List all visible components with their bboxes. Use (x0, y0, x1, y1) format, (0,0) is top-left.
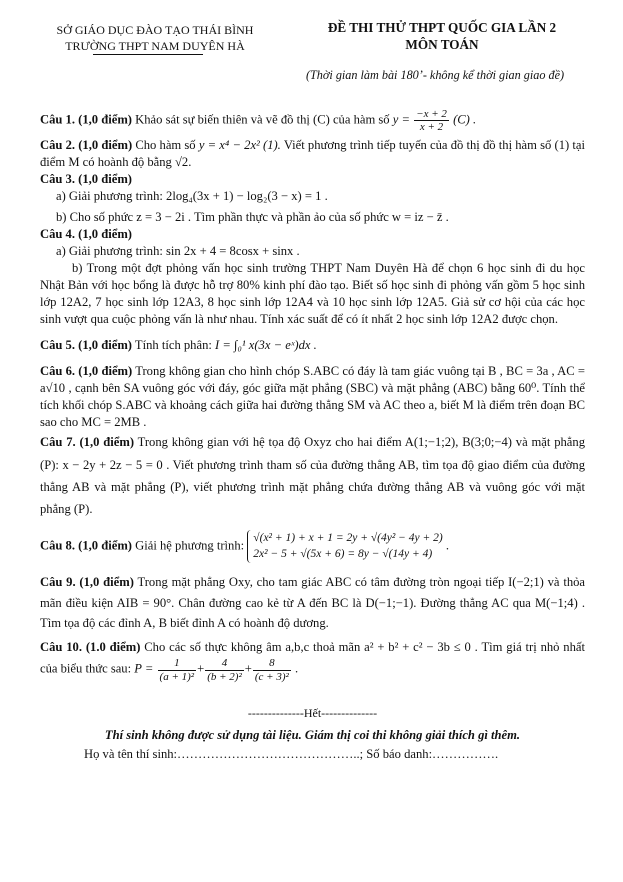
time-note: (Thời gian làm bài 180’- không kể thời gian giao đề) (305, 68, 565, 82)
question-3 (40, 171, 585, 188)
formula: y = (392, 112, 411, 127)
question-8 (40, 530, 585, 563)
fraction-numerator: 8 (253, 657, 291, 670)
question-label: Câu 1. (1,0 điểm) (40, 112, 132, 127)
question-4 (40, 226, 585, 243)
school-name: TRƯỜNG THPT NAM DUYÊN HÀ (65, 39, 245, 54)
questions (40, 108, 585, 763)
question-7 (40, 431, 585, 521)
question-label: Câu 4. (1,0 điểm) (40, 227, 132, 242)
question-text: Trong mặt phẳng Oxy, cho tam giác ABC có tâm đường tròn ngoại tiếp I(−2;1) và thỏa mãn điều kiện AIB = 90°. Chân đường cao kẻ từ A đến BC là D(−1;−1). Đường thẳng AC qua M(−1;4) . Tìm tọa độ các đỉnh A, B biết đỉnh A có hoành độ dương. (40, 575, 585, 630)
formula-tail: . (294, 661, 299, 676)
department-name: SỞ GIÁO DỤC ĐÀO TẠO THÁI BÌNH (56, 23, 254, 37)
fraction-1 (158, 657, 197, 682)
fraction-denominator: (c + 3)² (254, 670, 289, 683)
question-label: Câu 3. (1,0 điểm) (40, 172, 132, 187)
question-label: Câu 6. (1,0 điểm) (40, 364, 133, 379)
question-text: Trong không gian với hệ tọa độ Oxyz cho hai điểm A(1;−1;2), B(3;0;−4) và mặt phẳng (P): x − 2y + 2z − 5 = 0 . Viết phương trình tham số của đường thẳng AB, tìm tọa độ giao điểm của đường thẳng AB và mặt phẳng (P), viết phương trình mặt phẳng chứa đường thẳng AB và vuông góc với mặt phẳng (P). (40, 435, 585, 517)
question-text: Khảo sát sự biến thiên và vẽ đồ thị (C) của hàm số (135, 112, 390, 127)
question-label: Câu 9. (1,0 điểm) (40, 575, 134, 590)
fraction-numerator: 1 (158, 657, 197, 670)
end-marker: --------------Hết-------------- (247, 705, 378, 720)
fraction-2 (205, 657, 244, 682)
header-right (292, 20, 592, 53)
question-10: Câu 10. (1.0 điểm) Cho các số thực không âm a,b,c thoả mãn a² + b² + c² − 3b ≤ 0 . Tìm giá trị nhỏ nhất của biểu thức sau: P = $\frac{1}{\text{(a + 1)²}}$ + $\frac{4}{\text{(b + 2)²}}$ + $\frac{8}{\text{(c + 3)²}}$ . (40, 640, 585, 683)
question-3b: b) Cho số phức z = 3 − 2i . Tìm phần thực và phần ảo của số phức w = iz − z̄ . (56, 210, 449, 225)
candidate-name-line: Họ và tên thí sinh:……………………………………..; Số báo danh:……………. (84, 746, 499, 761)
fraction (414, 108, 449, 133)
exam-note: Thí sinh không được sử dụng tài liệu. Giám thị coi thi không giải thích gì thêm. (104, 727, 521, 742)
fraction-numerator: −x + 2 (416, 108, 447, 120)
question-text: Cho hàm số (135, 138, 196, 153)
formula: y = x⁴ − 2x² (1). (198, 138, 281, 153)
question-label: Câu 7. (1,0 điểm) (40, 435, 135, 450)
question-4a: a) Giải phương trình: sin 2x + 4 = 8cosx + sinx . (56, 244, 300, 259)
question-label: Câu 10. (1.0 điểm) (40, 640, 141, 655)
subject-title: MÔN TOÁN (405, 36, 479, 52)
question-text: Giải hệ phương trình: (135, 538, 245, 553)
exam-title: ĐỀ THI THỬ THPT QUỐC GIA LẦN 2 (327, 20, 557, 35)
formula-tail: . (445, 538, 450, 553)
question-9 (40, 572, 585, 633)
equation-system (247, 530, 442, 563)
question-1 (40, 108, 585, 133)
fraction-3 (253, 657, 291, 682)
fraction-denominator: (a + 1)² (159, 670, 195, 683)
question-text: Cho các số thực không âm a,b,c thoả mãn a² + b² + c² − 3b ≤ 0 . Tìm giá trị nhỏ nhất của biểu thức sau: (40, 640, 585, 676)
formula-tail: (C) . (453, 112, 477, 127)
formula: P = (134, 661, 154, 676)
header-left (40, 22, 270, 54)
question-label: Câu 5. (1,0 điểm) (40, 338, 132, 353)
fraction-denominator: (b + 2)² (207, 670, 242, 683)
question-3a: a) Giải phương trình: 2log₄(3x + 1) − log₂(3 − x) = 1 . (56, 189, 328, 204)
question-2 (40, 137, 585, 171)
question-text: Tính tích phân: (134, 338, 212, 353)
fraction-numerator: 4 (205, 657, 244, 670)
integral-formula: I = ∫₀¹ x(3x − eˣ)dx . (215, 338, 317, 353)
question-text-2: Viết phương trình tiếp tuyến của đồ thị đồ thị hàm số (1) tại điểm M có hoành độ bằng √2. (40, 138, 585, 170)
equation-1: √(x² + 1) + x + 1 = 2y + √(4y² − 4y + 2) (253, 531, 443, 544)
equation-2: 2x² − 5 + √(5x + 6) = 8y − √(14y + 4) (253, 548, 433, 561)
question-label: Câu 2. (1,0 điểm) (40, 138, 133, 153)
question-6 (40, 363, 585, 431)
question-4b: b) Trong một đợt phỏng vấn học sinh trường THPT Nam Duyên Hà để chọn 6 học sinh đi du học Nhật Bản với học bổng là được hỗ trợ 80% kinh phí đào tạo. Biết số học sinh đi phỏng vấn gồm 5 học sinh lớp 12A2, 7 học sinh lớp 12A3, 8 học sinh lớp 12A4 và 10 học sinh lớp 12A5. Giả sử cơ hội của các học sinh vượt qua cuộc phỏng vấn là như nhau. Tính xác suất để có ít nhất 2 học sinh lớp 12A2 được chọn. (40, 261, 585, 327)
fraction-denominator: x + 2 (419, 121, 444, 134)
question-text: Trong không gian cho hình chóp S.ABC có đáy là tam giác vuông tại B , BC = 3a , AC = a√10 , cạnh bên SA vuông góc với đáy, góc giữa mặt phẳng (SBC) và mặt phẳng (ABC) bằng 60⁰. Tính thể tích khối chóp S.ABC và khoảng cách giữa hai đường thẳng SM và AC theo a, biết M là điểm trên đoạn BC sao cho MC = 2MB . (40, 364, 586, 430)
question-label: Câu 8. (1,0 điểm) (40, 538, 132, 553)
question-5 (40, 337, 585, 354)
